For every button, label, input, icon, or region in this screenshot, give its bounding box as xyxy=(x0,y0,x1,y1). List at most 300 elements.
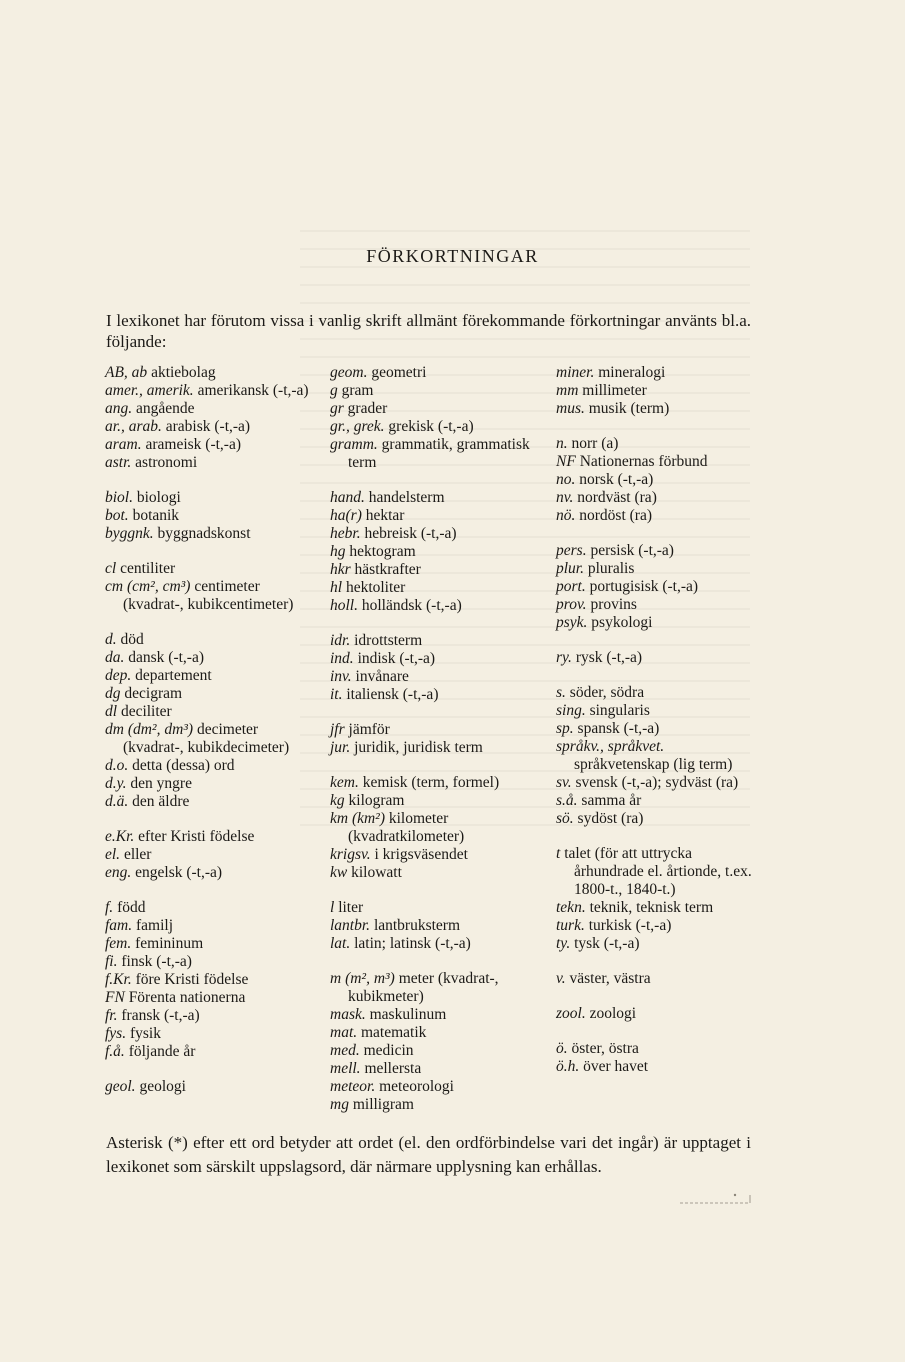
abbreviation-entry xyxy=(556,1040,756,1058)
abbreviation-term: mm xyxy=(556,382,579,399)
entry-gap xyxy=(105,882,320,899)
abbreviation-entry xyxy=(556,578,756,596)
abbreviation-meaning: familj xyxy=(132,917,174,934)
abbreviation-entry xyxy=(105,507,320,525)
abbreviation-entry xyxy=(330,774,545,792)
abbreviation-term: AB, ab xyxy=(105,364,148,381)
abbreviation-entry xyxy=(330,810,545,846)
abbreviation-term: m (m², m³) xyxy=(330,970,395,987)
abbreviation-term: e.Kr. xyxy=(105,828,135,845)
abbreviation-entry xyxy=(330,1078,545,1096)
abbreviation-entry xyxy=(330,1060,545,1078)
abbreviation-meaning: hektogram xyxy=(345,543,416,560)
abbreviation-entry xyxy=(330,489,545,507)
abbreviation-term: f.å. xyxy=(105,1043,125,1060)
abbreviation-term: jur. xyxy=(330,739,351,756)
abbreviation-entry xyxy=(330,792,545,810)
abbreviation-meaning: persisk (-t,-a) xyxy=(586,542,674,559)
entry-gap xyxy=(105,543,320,560)
abbreviation-meaning: engelsk (-t,-a) xyxy=(131,864,223,881)
entry-gap xyxy=(330,615,545,632)
abbreviation-meaning: mineralogi xyxy=(594,364,666,381)
abbreviation-term: d.o. xyxy=(105,757,129,774)
abbreviation-entry xyxy=(556,542,756,560)
abbreviation-entry xyxy=(330,597,545,615)
abbreviation-entry xyxy=(556,507,756,525)
abbreviation-entry xyxy=(556,1058,756,1076)
abbreviation-entry xyxy=(330,400,545,418)
abbreviation-term: fem. xyxy=(105,935,132,952)
abbreviation-term: nv. xyxy=(556,489,574,506)
abbreviation-entry xyxy=(330,668,545,686)
entry-gap xyxy=(330,704,545,721)
abbreviation-term: astr. xyxy=(105,454,132,471)
entry-gap xyxy=(330,472,545,489)
abbreviation-entry xyxy=(556,845,756,899)
abbreviation-entry xyxy=(330,507,545,525)
abbreviation-term: med. xyxy=(330,1042,360,1059)
abbreviation-entry xyxy=(330,561,545,579)
abbreviation-entry xyxy=(330,1006,545,1024)
abbreviation-entry xyxy=(105,525,320,543)
entry-gap xyxy=(556,525,756,542)
abbreviation-entry xyxy=(105,1043,320,1061)
abbreviation-term: gr xyxy=(330,400,344,417)
abbreviation-term: ö.h. xyxy=(556,1058,580,1075)
abbreviation-meaning: geologi xyxy=(135,1078,186,1095)
abbreviation-term: zool. xyxy=(556,1005,586,1022)
abbreviation-meaning: hektoliter xyxy=(342,579,406,596)
abbreviation-meaning: nordöst (ra) xyxy=(575,507,652,524)
abbreviation-entry xyxy=(330,418,545,436)
abbreviation-entry xyxy=(330,436,545,472)
abbreviation-entry xyxy=(105,989,320,1007)
abbreviation-entry xyxy=(556,471,756,489)
abbreviation-entry xyxy=(105,1025,320,1043)
abbreviation-meaning: astronomi xyxy=(131,454,198,471)
abbreviation-entry xyxy=(556,560,756,578)
abbreviation-entry xyxy=(105,454,320,472)
abbreviation-term: n. xyxy=(556,435,568,452)
abbreviation-term: gramm. xyxy=(330,436,378,453)
entry-gap xyxy=(105,614,320,631)
abbreviation-entry xyxy=(105,382,320,400)
abbreviation-term: turk. xyxy=(556,917,585,934)
abbreviation-term: fam. xyxy=(105,917,133,934)
abbreviation-term: psyk. xyxy=(556,614,588,631)
abbreviation-term: geom. xyxy=(330,364,368,381)
page-title: FÖRKORTNINGAR xyxy=(366,246,539,266)
abbreviation-term: no. xyxy=(556,471,576,488)
footer-note: Asterisk (*) efter ett ord betyder att ordet (el. den ordförbindelse vari det ingår) är upptaget i lexikonet som särskilt uppslagsord, där närmare upplysning kan erhållas. xyxy=(106,1133,751,1176)
abbreviation-meaning: spansk (-t,-a) xyxy=(573,720,660,737)
abbreviation-entry xyxy=(330,864,545,882)
abbreviation-term: holl. xyxy=(330,597,358,614)
abbreviation-term: prov. xyxy=(556,596,587,613)
abbreviation-term: bot. xyxy=(105,507,129,524)
abbreviation-term: s. xyxy=(556,684,566,701)
abbreviation-entry xyxy=(105,846,320,864)
abbreviation-meaning: talet (för att uttrycka århundrade el. årtionde, t.ex. 1800-t., 1840-t.) xyxy=(560,845,752,898)
abbreviation-term: byggnk. xyxy=(105,525,154,542)
abbreviation-entry xyxy=(105,631,320,649)
abbreviation-term: idr. xyxy=(330,632,351,649)
entry-gap xyxy=(556,632,756,649)
abbreviation-meaning: före Kristi födelse xyxy=(131,971,249,988)
abbreviation-meaning: arameisk (-t,-a) xyxy=(141,436,242,453)
abbreviation-entry xyxy=(330,846,545,864)
abbreviation-meaning: jämför xyxy=(344,721,390,738)
abbreviation-meaning: född xyxy=(113,899,146,916)
abbreviation-term: ha(r) xyxy=(330,507,362,524)
abbreviation-meaning: decimeter (kvadrat-, kubikdecimeter) xyxy=(123,721,290,756)
abbreviation-entry xyxy=(330,739,545,757)
abbreviation-entry xyxy=(330,899,545,917)
abbreviation-entry xyxy=(105,649,320,667)
abbreviation-meaning: teknik, teknisk term xyxy=(585,899,714,916)
abbreviation-meaning: idrottsterm xyxy=(350,632,423,649)
abbreviation-term: mask. xyxy=(330,1006,366,1023)
abbreviation-term: aram. xyxy=(105,436,142,453)
abbreviation-term: g xyxy=(330,382,338,399)
abbreviation-meaning: centimeter (kvadrat-, kubikcentimeter) xyxy=(123,578,294,613)
abbreviation-meaning: maskulinum xyxy=(365,1006,447,1023)
abbreviation-entry xyxy=(556,453,756,471)
abbreviation-term: dep. xyxy=(105,667,132,684)
abbreviation-meaning: efter Kristi födelse xyxy=(134,828,255,845)
abbreviation-term: ang. xyxy=(105,400,133,417)
abbreviation-entry xyxy=(330,935,545,953)
abbreviation-term: geol. xyxy=(105,1078,136,1095)
abbreviation-meaning: handelsterm xyxy=(364,489,445,506)
abbreviation-term: biol. xyxy=(105,489,133,506)
abbreviation-entry xyxy=(556,899,756,917)
abbreviation-term: km (km²) xyxy=(330,810,385,827)
entry-gap xyxy=(556,418,756,435)
abbreviation-meaning: matematik xyxy=(357,1024,427,1041)
abbreviation-term: t xyxy=(556,845,561,862)
abbreviation-term: dm (dm², dm³) xyxy=(105,721,194,738)
abbreviation-entry xyxy=(556,774,756,792)
abbreviation-meaning: grammatik, grammatisk term xyxy=(348,436,530,471)
abbreviation-entry xyxy=(105,436,320,454)
abbreviation-entry xyxy=(556,489,756,507)
abbreviation-meaning: meter (kvadrat-, kubikmeter) xyxy=(348,970,499,1005)
intro-paragraph: I lexikonet har förutom vissa i vanlig skrift allmänt förekommande förkortningar använts bl.a. följande: xyxy=(106,311,751,351)
abbreviation-term: dl xyxy=(105,703,118,720)
abbreviation-entry xyxy=(556,684,756,702)
entry-gap xyxy=(330,882,545,899)
abbreviation-term: fi. xyxy=(105,953,118,970)
entry-gap xyxy=(105,1061,320,1078)
abbreviation-meaning: byggnadskonst xyxy=(153,525,251,542)
abbreviation-entry xyxy=(105,560,320,578)
abbreviation-term: mus. xyxy=(556,400,585,417)
abbreviation-term: inv. xyxy=(330,668,352,685)
abbreviation-term: dg xyxy=(105,685,121,702)
abbreviation-meaning: samma år xyxy=(577,792,642,809)
abbreviation-meaning: milligram xyxy=(348,1096,414,1113)
abbreviation-meaning: fysik xyxy=(126,1025,161,1042)
entry-gap xyxy=(556,828,756,845)
abbreviation-entry xyxy=(105,935,320,953)
abbreviation-term: fys. xyxy=(105,1025,127,1042)
abbreviation-term: s.å. xyxy=(556,792,578,809)
abbreviation-column-1 xyxy=(105,364,320,1096)
abbreviation-meaning: sydöst (ra) xyxy=(573,810,644,827)
abbreviation-entry xyxy=(330,686,545,704)
abbreviation-term: da. xyxy=(105,649,125,666)
abbreviation-meaning: aktiebolag xyxy=(147,364,216,381)
abbreviation-term: hl xyxy=(330,579,343,596)
abbreviation-term: FN xyxy=(105,989,125,1006)
abbreviation-term: miner. xyxy=(556,364,595,381)
abbreviation-entry xyxy=(556,382,756,400)
abbreviation-meaning: kilogram xyxy=(344,792,405,809)
abbreviation-meaning: turkisk (-t,-a) xyxy=(584,917,672,934)
abbreviation-term: kg xyxy=(330,792,345,809)
abbreviation-meaning: latin; latinsk (-t,-a) xyxy=(350,935,471,952)
abbreviation-meaning: Förenta nationerna xyxy=(124,989,246,1006)
abbreviation-term: kw xyxy=(330,864,348,881)
abbreviation-entry xyxy=(105,400,320,418)
abbreviation-term: d.ä. xyxy=(105,793,129,810)
abbreviation-entry xyxy=(330,650,545,668)
abbreviation-term: mat. xyxy=(330,1024,358,1041)
abbreviation-meaning: följande år xyxy=(124,1043,196,1060)
abbreviation-entry xyxy=(556,935,756,953)
abbreviation-entry xyxy=(105,685,320,703)
abbreviation-meaning: botanik xyxy=(128,507,180,524)
abbreviation-entry xyxy=(330,364,545,382)
abbreviation-meaning: psykologi xyxy=(587,614,653,631)
abbreviation-term: d.y. xyxy=(105,775,127,792)
abbreviation-term: jfr xyxy=(330,721,345,738)
abbreviation-entry xyxy=(330,721,545,739)
abbreviation-term: mell. xyxy=(330,1060,361,1077)
abbreviation-meaning: indisk (-t,-a) xyxy=(353,650,436,667)
abbreviation-entry xyxy=(556,364,756,382)
abbreviation-meaning: portugisisk (-t,-a) xyxy=(585,578,699,595)
abbreviation-term: kem. xyxy=(330,774,359,791)
abbreviation-term: hebr. xyxy=(330,525,361,542)
abbreviation-meaning: finsk (-t,-a) xyxy=(117,953,192,970)
abbreviation-term: sö. xyxy=(556,810,574,827)
abbreviation-meaning: den yngre xyxy=(126,775,192,792)
abbreviation-meaning: norsk (-t,-a) xyxy=(575,471,654,488)
abbreviation-term: fr. xyxy=(105,1007,118,1024)
abbreviation-meaning: hästkrafter xyxy=(350,561,421,578)
abbreviation-meaning: gram xyxy=(337,382,374,399)
abbreviation-term: eng. xyxy=(105,864,132,881)
abbreviation-entry xyxy=(105,1007,320,1025)
abbreviation-meaning: pluralis xyxy=(584,560,635,577)
abbreviation-term: amer., amerik. xyxy=(105,382,194,399)
abbreviation-entry xyxy=(105,489,320,507)
abbreviation-entry xyxy=(105,917,320,935)
abbreviation-entry xyxy=(105,775,320,793)
abbreviation-meaning: biologi xyxy=(133,489,181,506)
abbreviation-term: lat. xyxy=(330,935,351,952)
abbreviation-entry xyxy=(105,703,320,721)
abbreviation-meaning: femininum xyxy=(131,935,204,952)
abbreviation-entry xyxy=(105,953,320,971)
abbreviation-term: f.Kr. xyxy=(105,971,132,988)
abbreviation-column-2 xyxy=(330,364,545,1114)
abbreviation-entry xyxy=(556,792,756,810)
abbreviation-meaning: den äldre xyxy=(128,793,190,810)
abbreviation-entry xyxy=(105,418,320,436)
abbreviation-entry xyxy=(556,917,756,935)
abbreviation-meaning: liter xyxy=(334,899,364,916)
abbreviation-term: ry. xyxy=(556,649,572,666)
abbreviation-term: sing. xyxy=(556,702,586,719)
printer-mark xyxy=(678,1192,753,1206)
abbreviation-entry xyxy=(105,864,320,882)
abbreviation-term: hg xyxy=(330,543,346,560)
abbreviation-term: cm (cm², cm³) xyxy=(105,578,191,595)
abbreviation-term: krigsv. xyxy=(330,846,371,863)
abbreviation-meaning: juridik, juridisk term xyxy=(350,739,483,756)
abbreviation-entry xyxy=(105,793,320,811)
abbreviation-entry xyxy=(556,720,756,738)
abbreviation-term: nö. xyxy=(556,507,576,524)
abbreviation-meaning: centiliter xyxy=(116,560,176,577)
abbreviation-entry xyxy=(330,632,545,650)
entry-gap xyxy=(105,811,320,828)
abbreviation-entry xyxy=(105,971,320,989)
abbreviation-entry xyxy=(330,970,545,1006)
abbreviation-term: lantbr. xyxy=(330,917,371,934)
abbreviation-term: gr., grek. xyxy=(330,418,385,435)
abbreviation-column-3 xyxy=(556,364,756,1076)
entry-gap xyxy=(556,953,756,970)
abbreviation-term: meteor. xyxy=(330,1078,376,1095)
abbreviation-meaning: provins xyxy=(586,596,637,613)
abbreviation-term: sp. xyxy=(556,720,574,737)
abbreviation-term: sv. xyxy=(556,774,572,791)
abbreviation-term: ind. xyxy=(330,650,354,667)
abbreviation-term: ö. xyxy=(556,1040,568,1057)
abbreviation-term: plur. xyxy=(556,560,584,577)
abbreviation-entry xyxy=(105,828,320,846)
abbreviation-term: ty. xyxy=(556,935,571,952)
abbreviation-meaning: grader xyxy=(343,400,388,417)
abbreviation-term: el. xyxy=(105,846,121,863)
abbreviation-meaning: i krigsväsendet xyxy=(370,846,468,863)
abbreviation-meaning: rysk (-t,-a) xyxy=(571,649,643,666)
abbreviation-meaning: nordväst (ra) xyxy=(573,489,657,506)
abbreviation-meaning: svensk (-t,-a); sydväst (ra) xyxy=(571,774,739,791)
abbreviation-entry xyxy=(105,667,320,685)
entry-gap xyxy=(556,1023,756,1040)
abbreviation-meaning: över havet xyxy=(579,1058,649,1075)
abbreviation-meaning: amerikansk (-t,-a) xyxy=(193,382,309,399)
abbreviation-entry xyxy=(105,364,320,382)
abbreviation-term: f. xyxy=(105,899,114,916)
abbreviation-term: pers. xyxy=(556,542,587,559)
abbreviation-meaning: söder, södra xyxy=(565,684,645,701)
abbreviation-meaning: departement xyxy=(131,667,212,684)
abbreviation-meaning: invånare xyxy=(351,668,409,685)
abbreviation-meaning: eller xyxy=(120,846,152,863)
abbreviation-meaning: deciliter xyxy=(117,703,172,720)
abbreviation-entry xyxy=(105,899,320,917)
entry-gap xyxy=(105,472,320,489)
abbreviation-entry xyxy=(105,1078,320,1096)
abbreviation-meaning: dansk (-t,-a) xyxy=(124,649,204,666)
abbreviation-meaning: hektar xyxy=(361,507,405,524)
abbreviation-meaning: holländsk (-t,-a) xyxy=(358,597,462,614)
abbreviation-meaning: lantbruksterm xyxy=(370,917,461,934)
abbreviation-term: port. xyxy=(556,578,586,595)
abbreviation-term: hand. xyxy=(330,489,365,506)
abbreviation-meaning: zoologi xyxy=(585,1005,637,1022)
abbreviation-entry xyxy=(556,810,756,828)
abbreviation-meaning: grekisk (-t,-a) xyxy=(384,418,474,435)
abbreviation-entry xyxy=(105,757,320,775)
abbreviation-meaning: italiensk (-t,-a) xyxy=(342,686,439,703)
abbreviation-entry xyxy=(556,1005,756,1023)
abbreviation-term: mg xyxy=(330,1096,349,1113)
abbreviation-meaning: millimeter xyxy=(578,382,647,399)
abbreviation-meaning: fransk (-t,-a) xyxy=(117,1007,200,1024)
abbreviation-term: v. xyxy=(556,970,566,987)
abbreviation-term: ar., arab. xyxy=(105,418,162,435)
abbreviation-entry xyxy=(556,738,756,774)
abbreviation-meaning: arabisk (-t,-a) xyxy=(161,418,251,435)
abbreviation-term: hkr xyxy=(330,561,351,578)
abbreviation-entry xyxy=(556,400,756,418)
abbreviation-entry xyxy=(556,435,756,453)
abbreviation-meaning: kilometer (kvadratkilometer) xyxy=(348,810,465,845)
abbreviation-meaning: decigram xyxy=(120,685,183,702)
abbreviation-term: l xyxy=(330,899,335,916)
abbreviation-term: it. xyxy=(330,686,343,703)
abbreviation-entry xyxy=(556,970,756,988)
abbreviation-meaning: angående xyxy=(132,400,195,417)
abbreviation-meaning: geometri xyxy=(367,364,427,381)
abbreviation-meaning: detta (dessa) ord xyxy=(128,757,235,774)
abbreviation-meaning: kilowatt xyxy=(347,864,402,881)
abbreviation-entry xyxy=(330,1096,545,1114)
abbreviation-entry xyxy=(330,525,545,543)
abbreviation-term: cl xyxy=(105,560,117,577)
abbreviation-meaning: norr (a) xyxy=(567,435,619,452)
abbreviation-meaning: språkvetenskap (lig term) xyxy=(574,756,733,773)
abbreviation-entry xyxy=(330,382,545,400)
abbreviation-entry xyxy=(330,579,545,597)
abbreviation-meaning: musik (term) xyxy=(584,400,670,417)
abbreviation-term: tekn. xyxy=(556,899,586,916)
abbreviation-meaning: väster, västra xyxy=(565,970,651,987)
abbreviation-entry xyxy=(105,578,320,614)
entry-gap xyxy=(330,953,545,970)
abbreviation-meaning: död xyxy=(116,631,144,648)
abbreviation-entry xyxy=(330,543,545,561)
abbreviation-entry xyxy=(556,649,756,667)
abbreviation-meaning: Nationernas förbund xyxy=(575,453,708,470)
abbreviation-entry xyxy=(330,1024,545,1042)
entry-gap xyxy=(556,667,756,684)
abbreviation-term: d. xyxy=(105,631,117,648)
abbreviation-meaning: hebreisk (-t,-a) xyxy=(360,525,457,542)
abbreviation-entry xyxy=(556,702,756,720)
abbreviation-meaning: kemisk (term, formel) xyxy=(358,774,500,791)
abbreviation-meaning: tysk (-t,-a) xyxy=(570,935,640,952)
abbreviation-entry xyxy=(330,917,545,935)
abbreviation-term: NF xyxy=(556,453,576,470)
